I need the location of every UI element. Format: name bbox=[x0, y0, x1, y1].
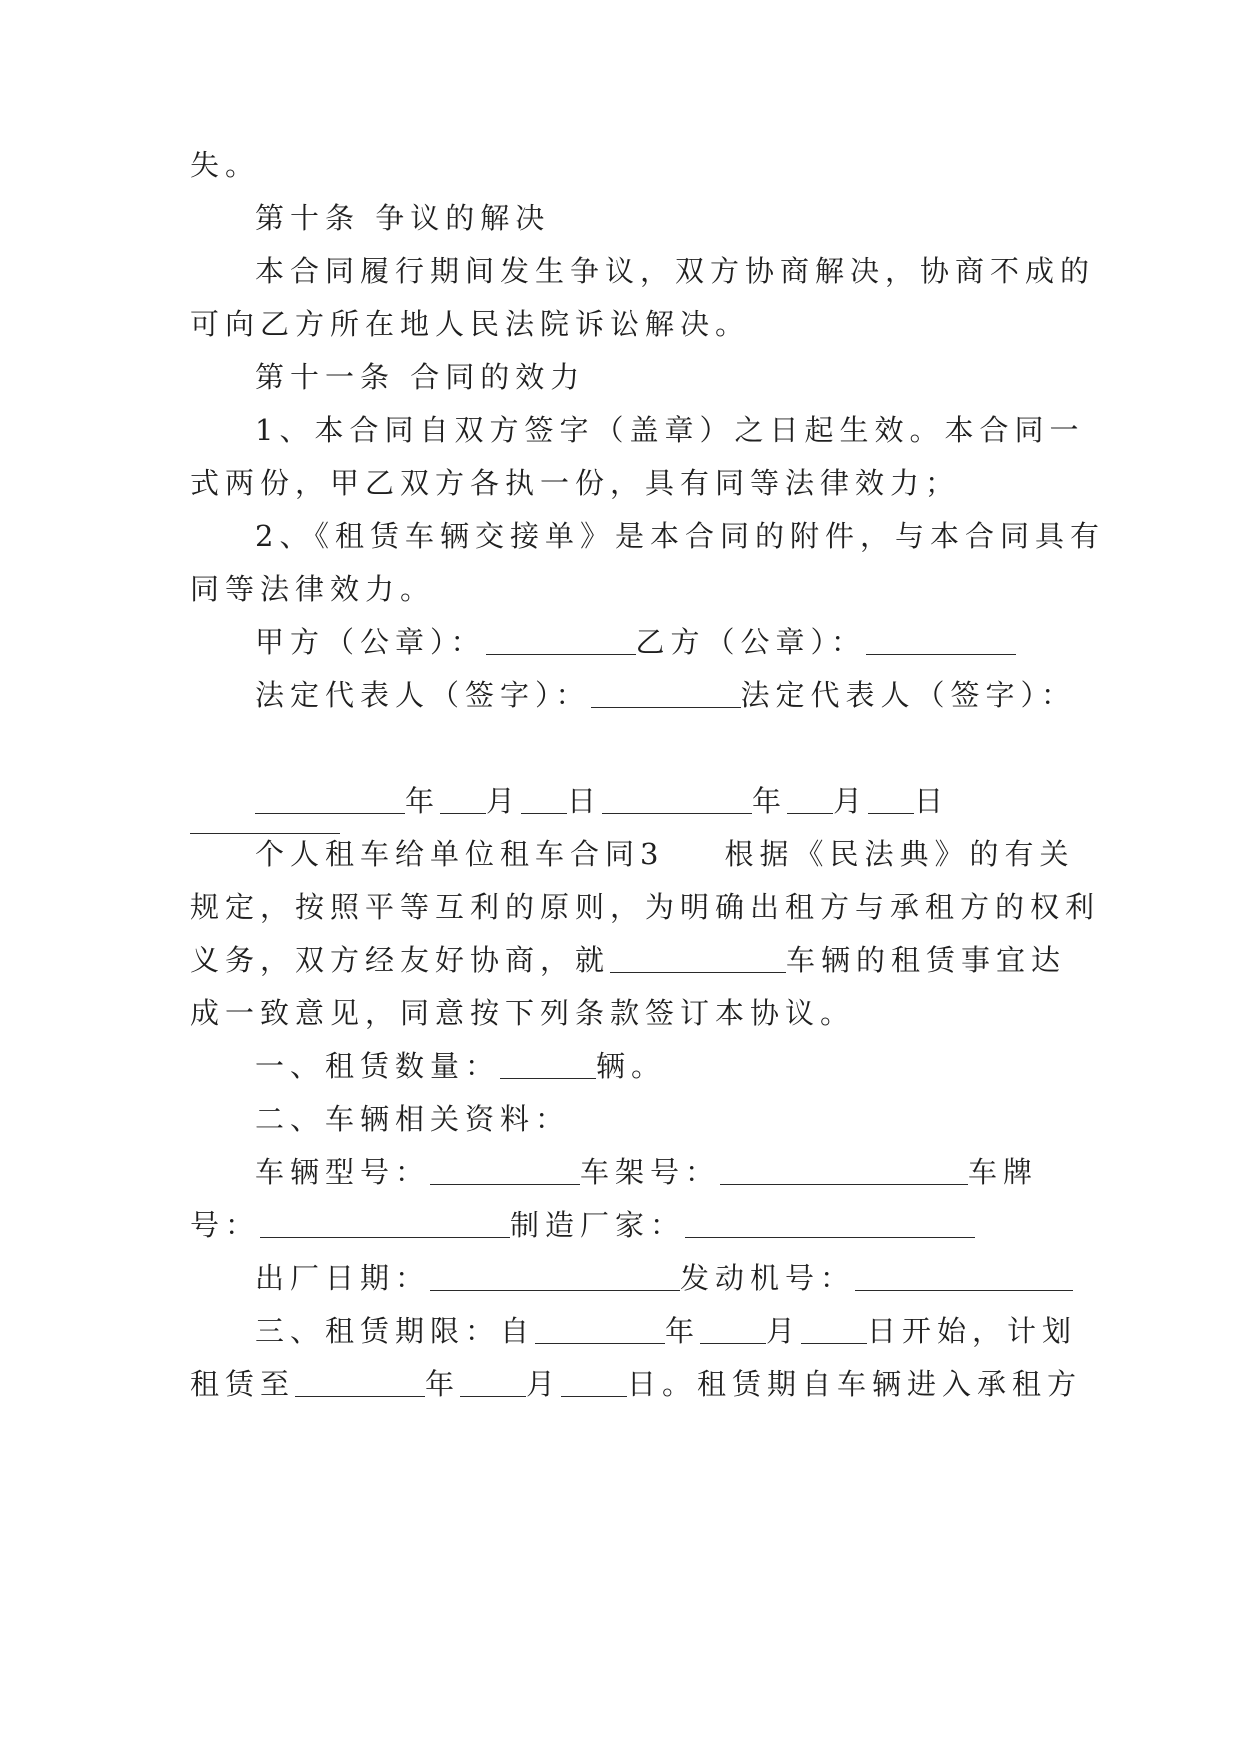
day-label: 日 bbox=[914, 784, 950, 818]
contract-title: 个人租车给单位租车合同3 bbox=[255, 837, 665, 871]
vehicle-model-line bbox=[255, 1152, 1115, 1192]
party-b-seal-label: 乙方（公章）： bbox=[635, 625, 867, 659]
article-eleven-heading: 第十一条 合同的效力 bbox=[255, 360, 586, 394]
text-line: 成一致意见，同意按下列条款签订本协议。 bbox=[190, 996, 856, 1030]
month-label: 月 bbox=[526, 1367, 562, 1401]
vehicle-blank bbox=[610, 944, 786, 973]
plate-number-label: 车牌 bbox=[968, 1155, 1039, 1189]
rental-term-end-line bbox=[190, 1364, 1083, 1404]
start-month-blank bbox=[700, 1315, 766, 1344]
signing-date-line bbox=[255, 781, 1115, 821]
vehicle-model-blank bbox=[430, 1156, 580, 1185]
frame-number-blank bbox=[720, 1156, 968, 1185]
text-line: 同等法律效力。 bbox=[190, 572, 436, 606]
contract-title-line bbox=[255, 834, 1115, 874]
text-segment: 车辆的租赁事宜达 bbox=[786, 943, 1067, 977]
manufacturer-label: 制造厂家： bbox=[510, 1208, 686, 1242]
rental-quantity-line bbox=[255, 1046, 1115, 1086]
text-segment: 义务，双方经友好协商，就 bbox=[190, 943, 611, 977]
year-blank bbox=[602, 785, 752, 814]
month-label: 月 bbox=[486, 784, 522, 818]
text-line: 可向乙方所在地人民法院诉讼解决。 bbox=[190, 307, 751, 341]
year-label: 年 bbox=[405, 784, 441, 818]
year-label: 年 bbox=[752, 784, 788, 818]
party-b-seal-blank bbox=[866, 626, 1016, 655]
vehicle-model-label: 车辆型号： bbox=[255, 1155, 431, 1189]
party-b-representative-label: 法定代表人（签字）： bbox=[740, 678, 1077, 712]
text-line: 规定，按照平等互利的原则，为明确出租方与承租方的权利 bbox=[190, 890, 1101, 924]
text-line: 1、本合同自双方签字（盖章）之日起生效。本合同一 bbox=[255, 413, 1085, 447]
end-month-blank bbox=[460, 1368, 526, 1397]
party-a-representative-blank bbox=[591, 679, 741, 708]
month-blank bbox=[440, 785, 486, 814]
text-line: 根据《民法典》的有关 bbox=[724, 837, 1075, 871]
text-line bbox=[190, 940, 1067, 980]
month-blank bbox=[787, 785, 833, 814]
party-a-representative-label: 法定代表人（签字）： bbox=[255, 678, 591, 712]
engine-number-label: 发动机号： bbox=[680, 1261, 856, 1295]
frame-number-label: 车架号： bbox=[580, 1155, 721, 1189]
manufacture-date-label: 出厂日期： bbox=[255, 1261, 431, 1295]
manufacturer-blank bbox=[685, 1209, 975, 1238]
text-segment: 日开始，计划 bbox=[867, 1314, 1078, 1348]
engine-number-blank bbox=[855, 1262, 1073, 1291]
text-segment: 日。租赁期自车辆进入承租方 bbox=[627, 1367, 1083, 1401]
day-blank bbox=[868, 785, 914, 814]
month-label: 月 bbox=[766, 1314, 802, 1348]
plate-number-label-cont: 号： bbox=[190, 1208, 261, 1242]
day-label: 日 bbox=[567, 784, 603, 818]
start-day-blank bbox=[801, 1315, 867, 1344]
rental-quantity-label: 一、租赁数量： bbox=[255, 1049, 501, 1083]
vehicle-info-heading: 二、车辆相关资料： bbox=[255, 1102, 571, 1136]
month-label: 月 bbox=[833, 784, 869, 818]
manufacture-date-line bbox=[255, 1258, 1115, 1298]
plate-manufacturer-line bbox=[190, 1205, 1050, 1245]
rental-term-line bbox=[255, 1311, 1115, 1351]
text-segment: 租赁至 bbox=[190, 1367, 296, 1401]
party-seal-line bbox=[255, 622, 1115, 662]
end-year-blank bbox=[295, 1368, 425, 1397]
unit-label: 辆。 bbox=[596, 1049, 667, 1083]
year-label: 年 bbox=[425, 1367, 461, 1401]
rental-term-label: 三、租赁期限：自 bbox=[255, 1314, 536, 1348]
article-ten-heading: 第十条 争议的解决 bbox=[255, 201, 551, 235]
text-line: 本合同履行期间发生争议，双方协商解决，协商不成的 bbox=[255, 254, 1096, 288]
party-a-seal-blank bbox=[486, 626, 636, 655]
representative-line bbox=[255, 675, 1115, 715]
plate-number-blank bbox=[260, 1209, 510, 1238]
text-line: 2、《租赁车辆交接单》是本合同的附件，与本合同具有 bbox=[255, 519, 1105, 553]
manufacture-date-blank bbox=[430, 1262, 680, 1291]
year-blank bbox=[255, 785, 405, 814]
end-day-blank bbox=[561, 1368, 627, 1397]
party-a-seal-label: 甲方（公章）： bbox=[255, 625, 486, 659]
rental-quantity-blank bbox=[500, 1050, 596, 1079]
text-line: 失。 bbox=[190, 148, 261, 182]
year-label: 年 bbox=[665, 1314, 701, 1348]
start-year-blank bbox=[535, 1315, 665, 1344]
day-blank bbox=[521, 785, 567, 814]
text-line: 式两份，甲乙双方各执一份，具有同等法律效力； bbox=[190, 466, 961, 500]
